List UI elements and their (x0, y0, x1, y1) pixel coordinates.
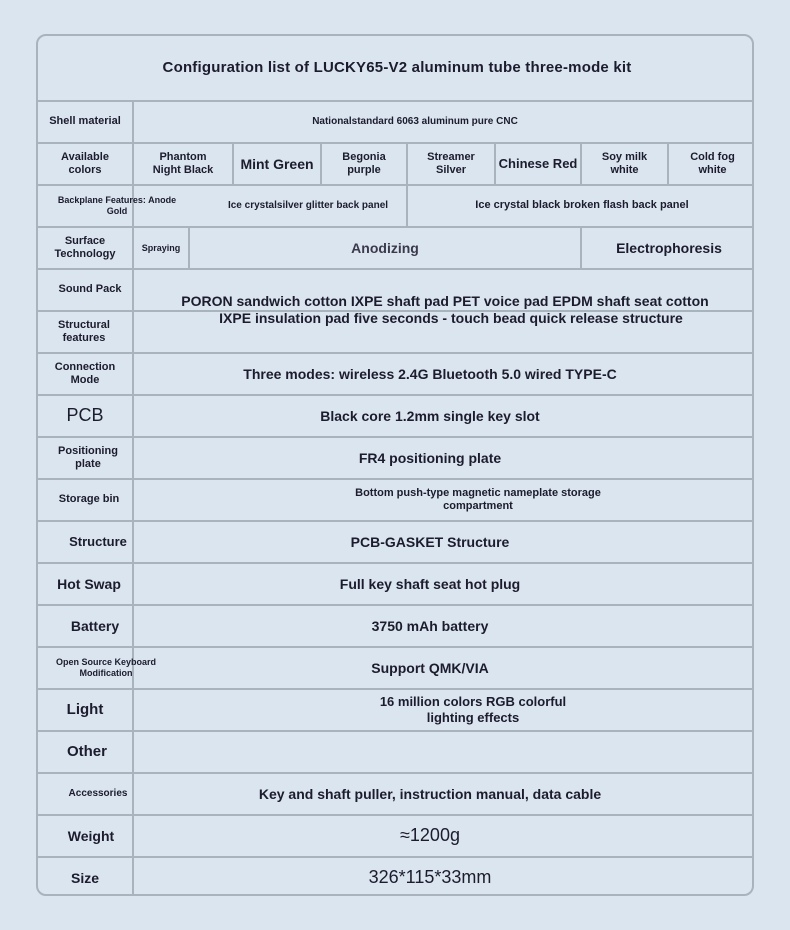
value-backplane-silver: Ice crystalsilver glitter back panel (227, 200, 389, 211)
config-table (36, 34, 754, 896)
color-option: Begonia purple (342, 150, 386, 176)
value-weight: ≈1200g (400, 825, 460, 846)
value-open-source: Support QMK/VIA (371, 659, 489, 676)
value-sound-pack: PORON sandwich cotton IXPE shaft pad PET voice pad EPDM shaft seat cotton (181, 292, 709, 309)
label-backplane: Backplane Features: Anode Gold (57, 195, 177, 216)
label-light: Light (66, 701, 104, 718)
color-option: Streamer Silver (427, 150, 475, 176)
color-option: Cold fog white (690, 150, 735, 176)
label-sound-pack: Sound Pack (58, 283, 122, 296)
value-spraying: Spraying (141, 242, 181, 253)
value-battery: 3750 mAh battery (371, 617, 489, 634)
label-structural-features: Structural features (58, 318, 110, 344)
value-accessories: Key and shaft puller, instruction manual, data cable (258, 785, 602, 802)
color-option: Phantom Night Black (152, 150, 214, 176)
value-shell-material: Nationalstandard 6063 aluminum pure CNC (312, 116, 518, 127)
label-battery: Battery (70, 617, 120, 634)
color-option: Chinese Red (498, 156, 578, 172)
label-weight: Weight (67, 827, 115, 844)
label-available-colors: Available colors (61, 150, 109, 176)
label-connection-mode: Connection Mode (54, 360, 116, 386)
value-structure: PCB-GASKET Structure (350, 533, 510, 550)
value-pcb: Black core 1.2mm single key slot (320, 407, 540, 424)
label-open-source: Open Source Keyboard Modification (55, 657, 157, 678)
value-other (134, 732, 754, 772)
color-option: Soy milk white (601, 150, 648, 176)
color-option: Mint Green (240, 155, 314, 172)
label-hot-swap: Hot Swap (57, 575, 121, 592)
value-storage-bin: Bottom push-type magnetic nameplate storage compartment (355, 486, 601, 512)
divider (38, 268, 752, 270)
label-positioning-plate: Positioning plate (58, 444, 118, 470)
value-hot-swap: Full key shaft seat hot plug (339, 575, 521, 592)
value-backplane-black: Ice crystal black broken flash back panel (475, 199, 689, 212)
label-storage-bin: Storage bin (58, 493, 120, 506)
value-size: 326*115*33mm (368, 867, 492, 888)
value-anodizing: Anodizing (351, 239, 419, 256)
label-size: Size (70, 869, 99, 886)
label-other: Other (66, 743, 107, 760)
label-pcb: PCB (66, 405, 104, 426)
page-title: Configuration list of LUCKY65-V2 aluminum tube three-mode kit (162, 59, 632, 76)
label-shell-material: Shell material (49, 115, 121, 128)
label-accessories: Accessories (68, 788, 128, 799)
label-structure: Structure (69, 534, 127, 550)
value-structural-features: IXPE insulation pad five seconds - touch bead quick release structure (219, 309, 683, 326)
value-light: 16 million colors RGB colorful lighting effects (379, 694, 567, 725)
label-surface-technology: Surface Technology (54, 234, 116, 260)
value-connection-mode: Three modes: wireless 2.4G Bluetooth 5.0 wired TYPE-C (243, 365, 617, 382)
value-electrophoresis: Electrophoresis (616, 239, 722, 256)
value-positioning-plate: FR4 positioning plate (358, 449, 502, 466)
